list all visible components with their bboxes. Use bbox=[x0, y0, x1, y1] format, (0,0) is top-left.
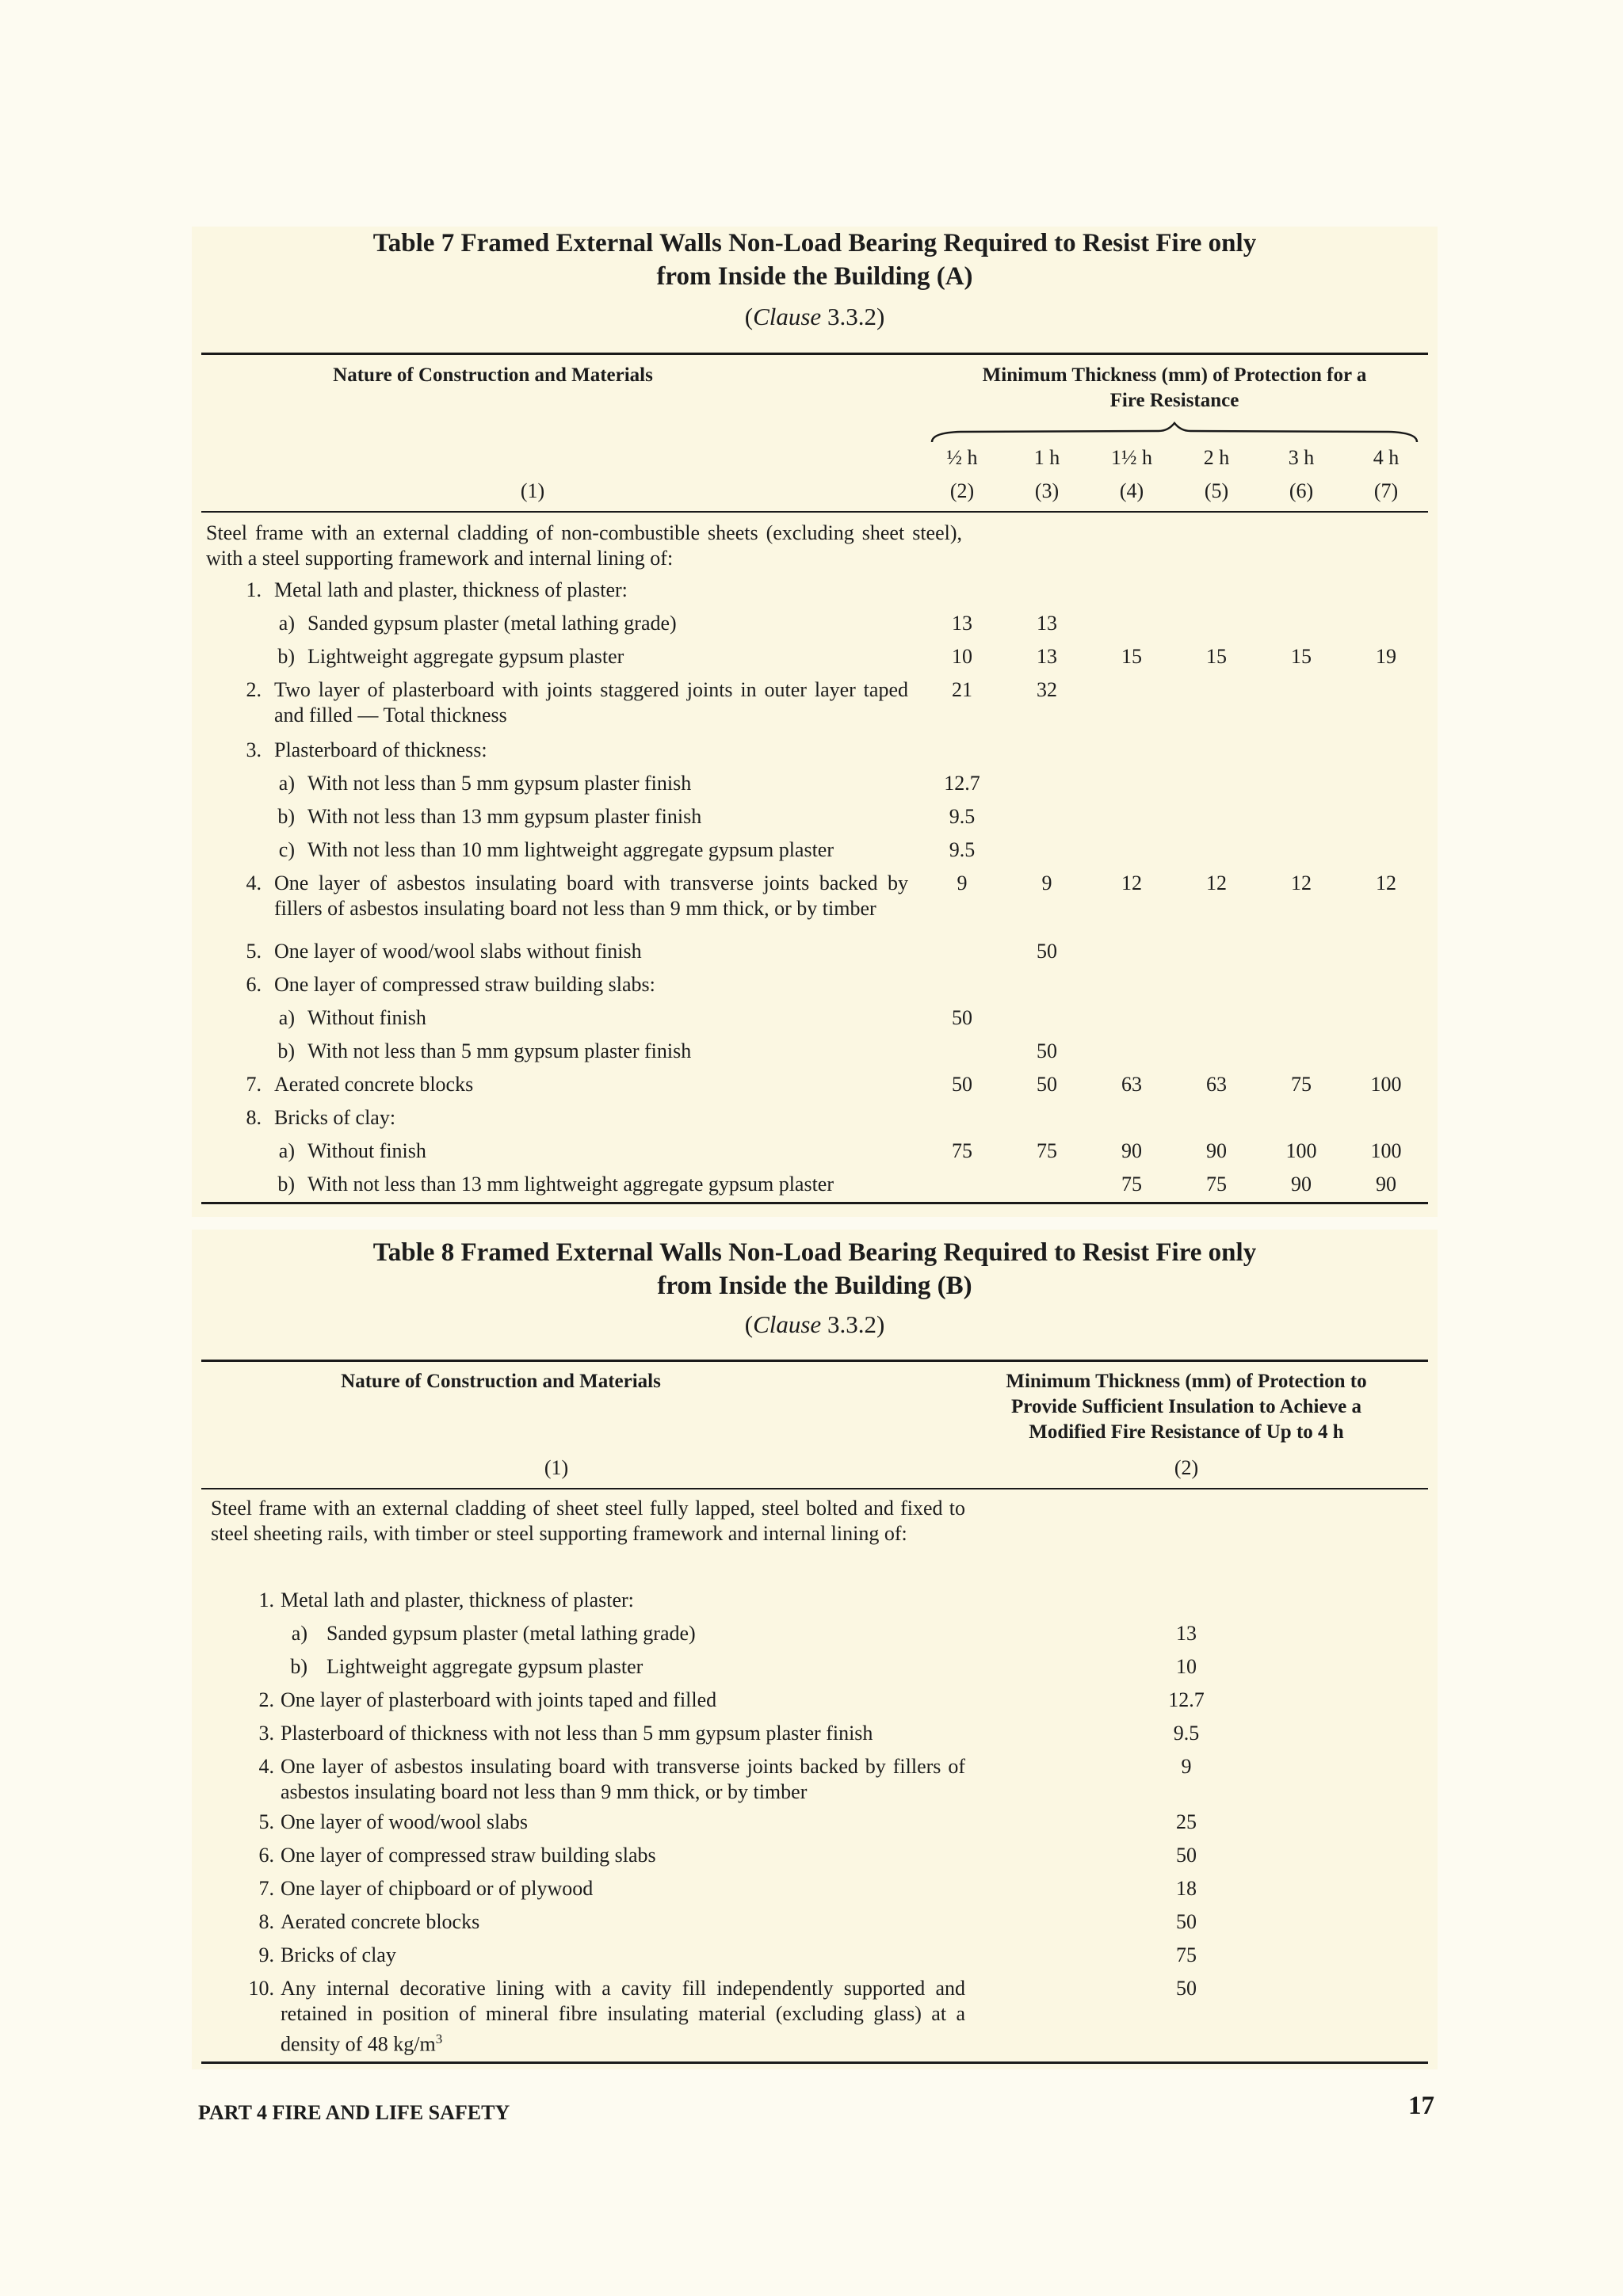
table-7-value-cell: 12 bbox=[1206, 871, 1227, 894]
table-7-value-cell: 9 bbox=[957, 871, 968, 894]
table-7-value-cell: 13 bbox=[1037, 645, 1057, 668]
table-7-col1-header: Nature of Construction and Materials bbox=[333, 364, 653, 386]
table-7-row-number: 5. bbox=[246, 940, 262, 963]
table-8-value-cell: 18 bbox=[1176, 1877, 1197, 1900]
table-8-intro: Steel frame with an external cladding of sheet steel fully lapped, steel bolted and fixed to steel sheeting rails, with timber or steel supporting framework and internal lining of: bbox=[211, 1497, 965, 1545]
table-8-clause: (Clause 3.3.2) bbox=[744, 1310, 885, 1338]
table-8-colnum-1: (1) bbox=[544, 1456, 569, 1479]
table-7-row-number: 1. bbox=[246, 578, 262, 601]
table-7-value-cell: 21 bbox=[952, 678, 972, 701]
table-7-value-cell: 12.7 bbox=[944, 772, 980, 795]
table-8-row-number: 1. bbox=[258, 1589, 274, 1611]
table-7-colnum-7: (7) bbox=[1373, 479, 1399, 502]
table-8-col2-header-line-2: Provide Sufficient Insulation to Achieve a bbox=[1011, 1396, 1361, 1417]
table-8-value-cell: 50 bbox=[1176, 1844, 1197, 1867]
table-7-value-cell: 9.5 bbox=[949, 805, 976, 828]
table-7-title-line-1: Table 7 Framed External Walls Non-Load Bearing Required to Resist Fire only bbox=[372, 229, 1257, 257]
table-7-value-cell: 75 bbox=[952, 1139, 972, 1162]
table-7-row-text: With not less than 13 mm lightweight aggregate gypsum plaster bbox=[307, 1173, 834, 1196]
table-8-value-cell: 10 bbox=[1176, 1655, 1197, 1678]
table-7-value-cell: 12 bbox=[1291, 871, 1312, 894]
table-8-row-text: Sanded gypsum plaster (metal lathing grade) bbox=[327, 1622, 696, 1645]
table-8-row-number: a) bbox=[291, 1622, 307, 1645]
table-8-row-text: Plasterboard of thickness with not less than 5 mm gypsum plaster finish bbox=[281, 1722, 873, 1745]
table-7-value-cell: 100 bbox=[1285, 1139, 1317, 1162]
table-7-value-cell: 12 bbox=[1121, 871, 1142, 894]
table-7-value-cell: 90 bbox=[1206, 1139, 1227, 1162]
table-7-value-cell: 50 bbox=[1037, 940, 1057, 963]
table-7-bottom-rule bbox=[201, 1202, 1428, 1204]
table-7-title-line-2: from Inside the Building (A) bbox=[656, 262, 973, 291]
table-8 bbox=[192, 1230, 1438, 2069]
page-number: 17 bbox=[1408, 2092, 1434, 2120]
table-7-intro: Steel frame with an external cladding of non-combustible sheets (excluding sheet steel), with a steel supporting framework and internal lining of: bbox=[206, 521, 962, 570]
table-8-value-cell: 50 bbox=[1176, 1910, 1197, 1933]
table-7-row-text: One layer of asbestos insulating board with transverse joints backed by fillers of asbestos insulating board not less than 9 mm thick, or by timber bbox=[274, 871, 908, 920]
table-7-row-number: b) bbox=[277, 1039, 295, 1062]
table-7-row-number: b) bbox=[277, 1173, 295, 1196]
table-8-col2-header-line-3: Modified Fire Resistance of Up to 4 h bbox=[1029, 1421, 1344, 1443]
table-7-row-text: One layer of wood/wool slabs without finish bbox=[274, 940, 642, 963]
table-7-row-number: c) bbox=[278, 838, 295, 861]
table-8-value-cell: 25 bbox=[1176, 1810, 1197, 1833]
table-7-row-number: 7. bbox=[246, 1073, 262, 1096]
table-8-value-cell: 13 bbox=[1176, 1622, 1197, 1645]
table-7-value-cell: 63 bbox=[1121, 1073, 1142, 1096]
table-7-row-number: a) bbox=[278, 1006, 295, 1029]
table-8-row-number: 2. bbox=[258, 1688, 274, 1711]
table-7-row-text: With not less than 5 mm gypsum plaster finish bbox=[307, 1039, 692, 1062]
table-7-value-cell: 75 bbox=[1121, 1173, 1142, 1196]
table-7-value-cell: 75 bbox=[1037, 1139, 1057, 1162]
table-8-row-text: One layer of asbestos insulating board with transverse joints backed by fillers of asbestos insulating board not less than 9 mm thick, or by timber bbox=[281, 1755, 965, 1803]
table-7-row-number: 2. bbox=[246, 678, 262, 701]
table-8-value-cell: 9.5 bbox=[1173, 1722, 1200, 1745]
table-7-colnum-1: (1) bbox=[520, 479, 545, 502]
table-7-value-cell: 90 bbox=[1121, 1139, 1142, 1162]
table-7-value-cell: 13 bbox=[952, 612, 972, 635]
table-7-row-text: Without finish bbox=[307, 1139, 426, 1162]
table-7-colnum-4: (4) bbox=[1119, 479, 1144, 502]
table-7-value-cell: 13 bbox=[1037, 612, 1057, 635]
table-7-value-cell: 75 bbox=[1206, 1173, 1227, 1196]
table-8-col2-header-line-1: Minimum Thickness (mm) of Protection to bbox=[1006, 1371, 1367, 1392]
table-7-row-number: 4. bbox=[246, 871, 262, 894]
table-7-row-number: 6. bbox=[246, 973, 262, 996]
table-7-colnum-6: (6) bbox=[1289, 479, 1314, 502]
table-7-value-cell: 100 bbox=[1370, 1073, 1402, 1096]
table-8-top-rule bbox=[201, 1360, 1428, 1362]
table-7-rating-2: 1 h bbox=[1033, 446, 1060, 469]
table-8-row-number: 4. bbox=[258, 1755, 274, 1778]
table-7-value-cell: 75 bbox=[1291, 1073, 1312, 1096]
table-7-value-cell: 50 bbox=[1037, 1039, 1057, 1062]
table-7-row-number: a) bbox=[278, 1139, 295, 1162]
table-7-rating-1: ½ h bbox=[946, 446, 978, 469]
table-7-row-number: b) bbox=[277, 805, 295, 828]
table-7-row-number: b) bbox=[277, 645, 295, 668]
table-8-row-number: 8. bbox=[258, 1910, 274, 1933]
table-7-brace bbox=[929, 421, 1420, 453]
table-7-row-text: Metal lath and plaster, thickness of plaster: bbox=[274, 578, 628, 601]
table-8-row-text: One layer of chipboard or of plywood bbox=[281, 1877, 594, 1900]
table-8-row-number: 9. bbox=[258, 1943, 274, 1966]
table-8-row-number: 3. bbox=[258, 1722, 274, 1745]
table-8-row-text: Lightweight aggregate gypsum plaster bbox=[327, 1655, 643, 1678]
table-7-row-text: Two layer of plasterboard with joints staggered joints in outer layer taped and filled — Total thickness bbox=[274, 678, 908, 727]
table-7-value-cell: 32 bbox=[1037, 678, 1057, 701]
table-7-value-cell: 50 bbox=[952, 1006, 972, 1029]
table-7 bbox=[192, 227, 1438, 1217]
table-7-row-text: One layer of compressed straw building slabs: bbox=[274, 973, 655, 996]
table-7-header-rule bbox=[201, 511, 1428, 513]
table-7-rating-5: 3 h bbox=[1288, 446, 1315, 469]
table-7-rating-6: 4 h bbox=[1373, 446, 1400, 469]
table-7-row-text: With not less than 10 mm lightweight aggregate gypsum plaster bbox=[307, 838, 834, 861]
table-7-value-cell: 63 bbox=[1206, 1073, 1227, 1096]
table-7-col2-header-line-2: Fire Resistance bbox=[1109, 390, 1239, 411]
table-7-rating-3: 1½ h bbox=[1111, 446, 1152, 469]
table-8-header-rule bbox=[201, 1488, 1428, 1489]
table-7-value-cell: 9.5 bbox=[949, 838, 976, 861]
footer-section-label: PART 4 FIRE AND LIFE SAFETY bbox=[198, 2101, 510, 2124]
table-8-value-cell: 9 bbox=[1181, 1755, 1192, 1778]
table-7-value-cell: 15 bbox=[1121, 645, 1142, 668]
table-7-value-cell: 90 bbox=[1376, 1173, 1396, 1196]
table-8-title-line-1: Table 8 Framed External Walls Non-Load Bearing Required to Resist Fire only bbox=[372, 1238, 1257, 1267]
table-7-rating-4: 2 h bbox=[1203, 446, 1230, 469]
table-7-row-text: Without finish bbox=[307, 1006, 426, 1029]
table-8-row-text: Bricks of clay bbox=[281, 1943, 396, 1966]
table-7-clause: (Clause 3.3.2) bbox=[744, 303, 885, 330]
table-7-row-number: 8. bbox=[246, 1106, 262, 1129]
table-8-title-line-2: from Inside the Building (B) bbox=[657, 1272, 972, 1300]
table-8-row-text: Any internal decorative lining with a cavity fill independently supported and retained in position of mineral fibre insulating material (excluding glass) at a density of 48 $kg/m^3$ bbox=[281, 1977, 965, 2056]
table-7-value-cell: 10 bbox=[952, 645, 972, 668]
table-7-value-cell: 50 bbox=[1037, 1073, 1057, 1096]
table-7-col2-header-line-1: Minimum Thickness (mm) of Protection for a bbox=[982, 364, 1367, 386]
table-8-col1-header: Nature of Construction and Materials bbox=[341, 1371, 661, 1392]
table-8-row-number: 7. bbox=[258, 1877, 274, 1900]
table-7-value-cell: 19 bbox=[1376, 645, 1396, 668]
table-7-value-cell: 12 bbox=[1376, 871, 1396, 894]
table-8-row-number: 10. bbox=[248, 1977, 274, 2000]
table-8-row-number: 5. bbox=[258, 1810, 274, 1833]
table-7-value-cell: 90 bbox=[1291, 1173, 1312, 1196]
table-7-row-text: Lightweight aggregate gypsum plaster bbox=[307, 645, 624, 668]
table-7-value-cell: 15 bbox=[1206, 645, 1227, 668]
table-7-row-text: With not less than 5 mm gypsum plaster finish bbox=[307, 772, 692, 795]
table-7-colnum-2: (2) bbox=[949, 479, 975, 502]
table-8-row-number: b) bbox=[290, 1655, 307, 1678]
table-7-value-cell: 9 bbox=[1041, 871, 1052, 894]
table-7-colnum-5: (5) bbox=[1204, 479, 1229, 502]
table-7-value-cell: 50 bbox=[952, 1073, 972, 1096]
table-8-value-cell: 75 bbox=[1176, 1943, 1197, 1966]
table-8-value-cell: 12.7 bbox=[1168, 1688, 1205, 1711]
table-8-row-text: Aerated concrete blocks bbox=[281, 1910, 480, 1933]
table-8-value-cell: 50 bbox=[1176, 1977, 1197, 2000]
table-7-row-text: Bricks of clay: bbox=[274, 1106, 396, 1129]
table-7-value-cell: 100 bbox=[1370, 1139, 1402, 1162]
table-7-top-rule bbox=[201, 353, 1428, 355]
table-7-row-number: a) bbox=[278, 612, 295, 635]
table-8-bottom-rule bbox=[201, 2061, 1428, 2064]
table-8-colnum-2: (2) bbox=[1174, 1456, 1199, 1479]
table-7-row-text: Plasterboard of thickness: bbox=[274, 738, 487, 761]
table-7-value-cell: 15 bbox=[1291, 645, 1312, 668]
table-7-row-text: With not less than 13 mm gypsum plaster finish bbox=[307, 805, 702, 828]
table-7-row-number: a) bbox=[278, 772, 295, 795]
table-8-row-text: One layer of compressed straw building slabs bbox=[281, 1844, 656, 1867]
table-8-row-text: One layer of plasterboard with joints taped and filled bbox=[281, 1688, 717, 1711]
table-7-row-number: 3. bbox=[246, 738, 262, 761]
table-8-row-text: One layer of wood/wool slabs bbox=[281, 1810, 528, 1833]
table-8-row-number: 6. bbox=[258, 1844, 274, 1867]
table-8-row-text: Metal lath and plaster, thickness of plaster: bbox=[281, 1589, 634, 1611]
table-7-colnum-3: (3) bbox=[1034, 479, 1060, 502]
table-7-row-text: Sanded gypsum plaster (metal lathing grade) bbox=[307, 612, 677, 635]
table-7-row-text: Aerated concrete blocks bbox=[274, 1073, 474, 1096]
